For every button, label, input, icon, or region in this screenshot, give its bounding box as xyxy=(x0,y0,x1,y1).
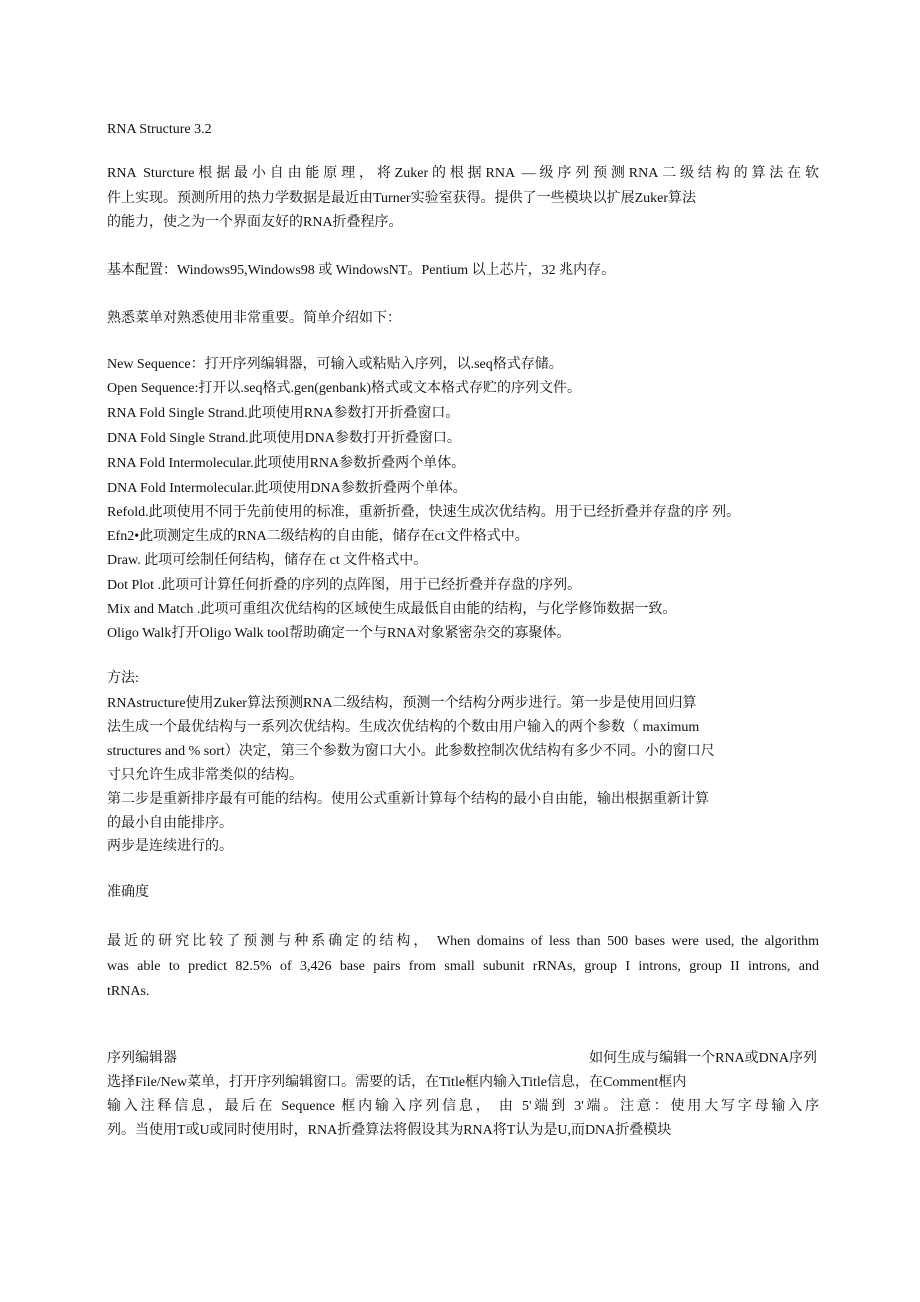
menu-intro: 熟悉菜单对熟悉使用非常重要。简单介绍如下： xyxy=(107,311,401,326)
method-line-1: RNAstructure使用Zuker算法预测RNA二级结构，预测一个结构分两步进行。第一步是使用回归算 xyxy=(107,696,697,711)
menu-item-dna-fold-inter: DNA Fold Intermolecular.此项使用DNA参数折叠两个单体。 xyxy=(107,481,467,496)
accuracy-line-1: 最近的研究比较了预测与种系确定的结构， When domains of less than 500 bases were used, the algorithm xyxy=(107,934,819,949)
accuracy-line-3: tRNAs. xyxy=(107,984,150,999)
menu-item-draw: Draw. 此项可绘制任何结构，储存在 ct 文件格式中。 xyxy=(107,553,428,568)
editor-line-3: 列。当使用T或U或同时使用时，RNA折叠算法将假设其为RNA将T认为是U,而DNA折叠模块 xyxy=(107,1123,672,1138)
document-title: RNA Structure 3.2 xyxy=(107,122,212,137)
menu-item-dot-plot: Dot Plot .此项可计算任何折叠的序列的点阵图，用于已经折叠并存盘的序列。 xyxy=(107,578,582,593)
editor-heading: 序列编辑器 xyxy=(107,1051,177,1066)
menu-item-rna-fold-single: RNA Fold Single Strand.此项使用RNA参数打开折叠窗口。 xyxy=(107,406,460,421)
accuracy-line-2: was able to predict 82.5% of 3,426 base pairs from small subunit rRNAs, group I introns, group II introns, and xyxy=(107,959,819,974)
intro-line-1: RNA Sturcture根据最小自由能原理，将Zuker的根据RNA —级序列预测RNA二级结构的算法在软 xyxy=(107,166,819,181)
editor-subheading: 如何生成与编辑一个RNA或DNA序列 xyxy=(589,1051,817,1066)
menu-item-mix-and-match: Mix and Match .此项可重组次优结构的区域使生成最低自由能的结构，与化学修饰数据一致。 xyxy=(107,602,677,617)
editor-line-1: 选择File/New菜单，打开序列编辑窗口。需要的话，在Title框内输入Title信息，在Comment框内 xyxy=(107,1075,687,1090)
menu-item-efn2: Efn2•此项测定生成的RNA二级结构的自由能，储存在ct文件格式中。 xyxy=(107,529,529,544)
method-line-2: 法生成一个最优结构与一系列次优结构。生成次优结构的个数由用户输入的两个参数（ maximum xyxy=(107,720,700,735)
menu-item-new-sequence: New Sequence：打开序列编辑器，可输入或粘贴入序列，以.seq格式存储。 xyxy=(107,357,563,372)
menu-item-rna-fold-inter: RNA Fold Intermolecular.此项使用RNA参数折叠两个单体。 xyxy=(107,456,466,471)
intro-line-2: 件上实现。预测所用的热力学数据是最近由Turner实验室获得。提供了一些模块以扩展Zuker算法 xyxy=(107,191,697,206)
menu-item-oligo-walk: Oligo Walk打开Oligo Walk tool帮助确定一个与RNA对象紧密杂交的寡聚体。 xyxy=(107,626,571,641)
method-line-5: 第二步是重新排序最有可能的结构。使用公式重新计算每个结构的最小自由能，输出根据重新计算 xyxy=(107,792,709,807)
menu-item-open-sequence: Open Sequence:打开以.seq格式.gen(genbank)格式或文本格式存贮的序列文件。 xyxy=(107,381,581,396)
method-line-4: 寸只允许生成非常类似的结构。 xyxy=(107,768,303,783)
accuracy-heading: 准确度 xyxy=(107,885,149,900)
menu-item-dna-fold-single: DNA Fold Single Strand.此项使用DNA参数打开折叠窗口。 xyxy=(107,431,461,446)
menu-item-refold: Refold.此项使用不同于先前使用的标准，重新折叠，快速生成次优结构。用于已经折叠并存盘的序 列。 xyxy=(107,505,741,520)
intro-line-3: 的能力，使之为一个界面友好的RNA折叠程序。 xyxy=(107,215,403,230)
config-line: 基本配置：Windows95,Windows98 或 WindowsNT。Pentium 以上芯片，32 兆内存。 xyxy=(107,263,616,278)
method-line-3: structures and % sort）决定，第三个参数为窗口大小。此参数控制次优结构有多少不同。小的窗口尺 xyxy=(107,744,715,759)
method-line-6: 的最小自由能排序。 xyxy=(107,816,233,831)
method-heading: 方法: xyxy=(107,671,139,686)
method-line-7: 两步是连续进行的。 xyxy=(107,839,233,854)
editor-line-2: 输入注释信息，最后在 Sequence 框内输入序列信息， 由 5'端到 3'端。注意：使用大写字母输入序 xyxy=(107,1099,819,1114)
